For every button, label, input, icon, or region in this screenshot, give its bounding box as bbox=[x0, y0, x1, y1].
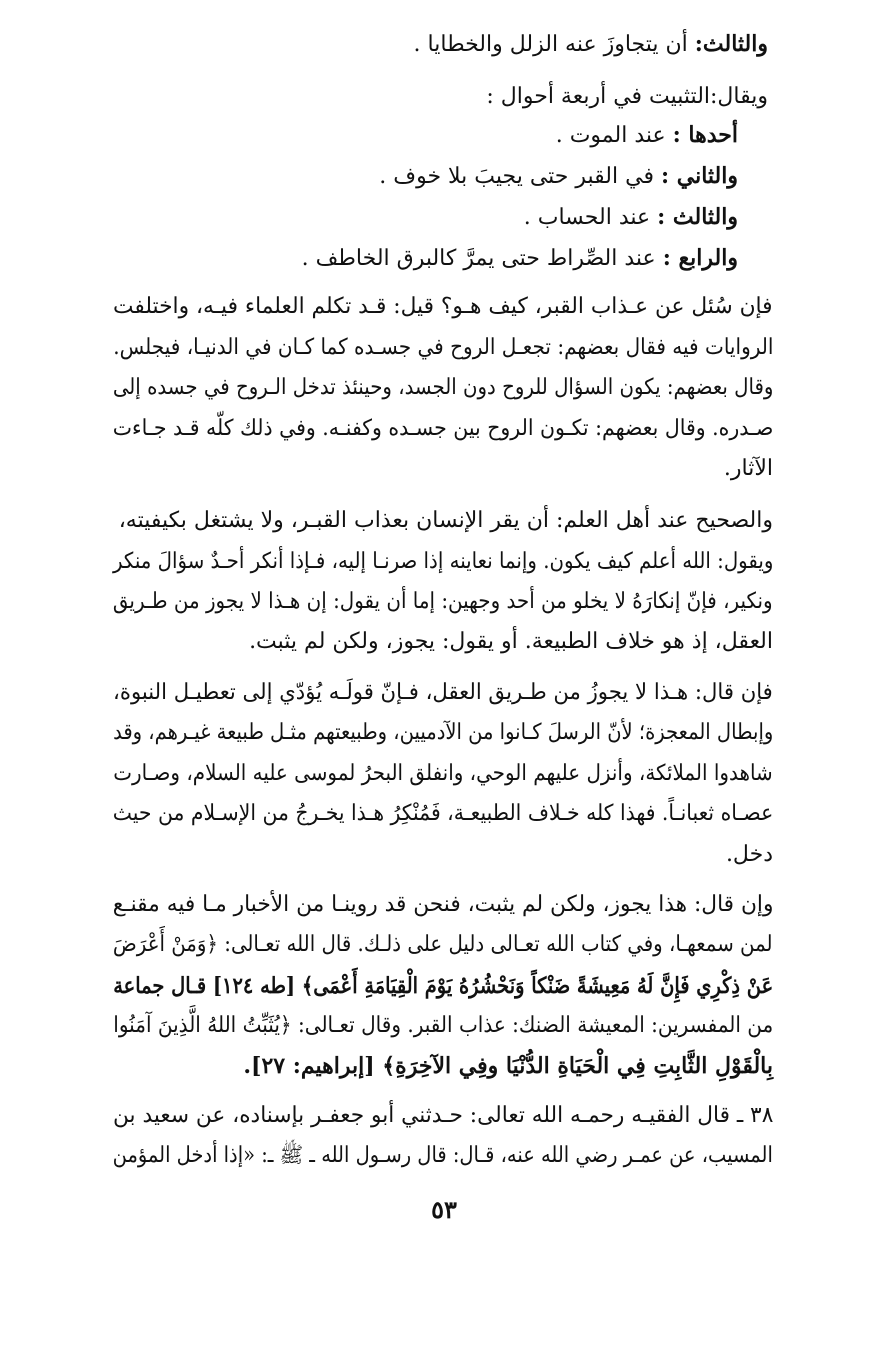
list-intro bbox=[486, 86, 768, 108]
item-text: أن يتجاوزَ عنه الزلل والخطايا . bbox=[413, 32, 695, 57]
paragraph-line: من المفسرين: المعيشة الضنك: عذاب القبر. وقال تعـالى: ﴿يُثَبِّتُ اللهُ الَّذِينَ آمَنُوا bbox=[112, 1013, 773, 1038]
list-item bbox=[302, 247, 738, 270]
paragraph-line: وقال بعضهم: يكون السؤال للروح دون الجسد، وحينئذ تدخل الـروح في جسده إلى bbox=[112, 375, 773, 400]
list-item bbox=[524, 206, 738, 229]
item-text: في القبر حتى يجيبَ بلا خوف . bbox=[379, 164, 661, 189]
item-label: والثاني : bbox=[660, 163, 738, 189]
paragraph-line: المسيب، عن عمـر رضي الله عنه، قـال: قال رسـول الله ـ ﷺ ـ: «إذا أدخل المؤمن bbox=[112, 1143, 773, 1168]
list-item bbox=[414, 33, 768, 56]
paragraph-line: عَنْ ذِكْرِي فَإِنَّ لَهُ مَعِيشَةً ضَنْكاً وَنَحْشُرُهُ يَوْمَ الْقِيَامَةِ أَعْمَى﴾ [طه ١٢٤] قـال جماعة bbox=[113, 973, 773, 999]
paragraph-line: والصحيح عند أهل العلم: أن يقر الإنسان بعذاب القبـر، ولا يشتغل بكيفيته، bbox=[118, 508, 773, 533]
paragraph-line: ونكير، فإنّ إنكارَهُ لا يخلو من أحد وجهين: إما أن يقول: إن هـذا لا يجوز من طـريق bbox=[113, 589, 773, 614]
paragraph-line: وإبطال المعجزة؛ لأنّ الرسلَ كـانوا من الآدميين، وطبيعتهم مثـل طبيعة غيـرهم، وقد bbox=[112, 720, 773, 745]
item-text: عند الحساب . bbox=[523, 205, 658, 230]
paragraph-line: العقل، إذ هو خلاف الطبيعة. أو يقول: يجوز، ولكن لم يثبت. bbox=[249, 629, 773, 654]
item-label: أحدها : bbox=[672, 122, 738, 148]
item-label: والرابع : bbox=[662, 245, 738, 271]
paragraph-line: دخل. bbox=[725, 842, 773, 867]
list-intro-text: ويقال:التثبيت في أربعة أحوال : bbox=[486, 84, 768, 109]
paragraph-line: ويقول: الله أعلم كيف يكون. وإنما نعاينه إذا صرنـا إليه، فـإذا أنكر أحـدٌ سؤالَ منكر bbox=[112, 549, 773, 574]
paragraph-line: عصـاه ثعبانـاً. فهذا كله خـلاف الطبيعـة، فَمُنْكِرُ هـذا يخـرجُ من الإسـلام من حيث bbox=[112, 801, 773, 826]
item-text: عند الصِّراط حتى يمرَّ كالبرق الخاطف . bbox=[301, 246, 663, 271]
item-label: والثالث: bbox=[694, 31, 768, 57]
item-text: عند الموت . bbox=[555, 123, 673, 148]
page-number: ٥٣ bbox=[431, 1195, 457, 1224]
paragraph-line: بِالْقَوْلِ الثَّابِتِ فِي الْحَيَاةِ الدُّنْيَا وفِي الآخِرَةِ﴾ [إبراهيم: ٢٧]. bbox=[243, 1053, 773, 1079]
paragraph-line: صـدره. وقال بعضهم: تكـون الروح بين جسـده وكفنـه. وفي ذلك كلّه قـد جـاءت bbox=[112, 416, 773, 441]
list-item bbox=[556, 124, 738, 147]
paragraph-line: وإن قال: هذا يجوز، ولكن لم يثبت، فنحن قد روينـا من الأخبار مـا فيه مقنـع bbox=[112, 892, 773, 917]
item-label: والثالث : bbox=[657, 204, 738, 230]
paragraph-line: الآثار. bbox=[723, 456, 773, 481]
paragraph-line: ٣٨ ـ قال الفقيـه رحمـه الله تعالى: حـدثني أبو جعفـر بإسناده، عن سعيد بن bbox=[112, 1103, 773, 1128]
paragraph-line: فإن قال: هـذا لا يجوزُ من طـريق العقل، فـإنّ قولَـه يُؤدّي إلى تعطيـل النبوة، bbox=[113, 680, 773, 705]
paragraph-line: فإن سُئل عن عـذاب القبر، كيف هـو؟ قيل: قـد تكلم العلماء فيـه، واختلفت bbox=[113, 294, 773, 319]
paragraph-line: شاهدوا الملائكة، وأنزل عليهم الوحي، وانفلق البحرُ لموسى عليه السلام، وصـارت bbox=[113, 761, 773, 786]
paragraph-line: الروايات فيه فقال بعضهم: تجعـل الروح في جسـده كما كـان في الدنيـا، فيجلس. bbox=[112, 335, 773, 360]
paragraph-line: لمن سمعهـا، وفي كتاب الله تعـالى دليل على ذلـك. قال الله تعـالى: ﴿وَمَنْ أَعْرَضَ bbox=[113, 932, 773, 957]
list-item bbox=[379, 165, 738, 188]
